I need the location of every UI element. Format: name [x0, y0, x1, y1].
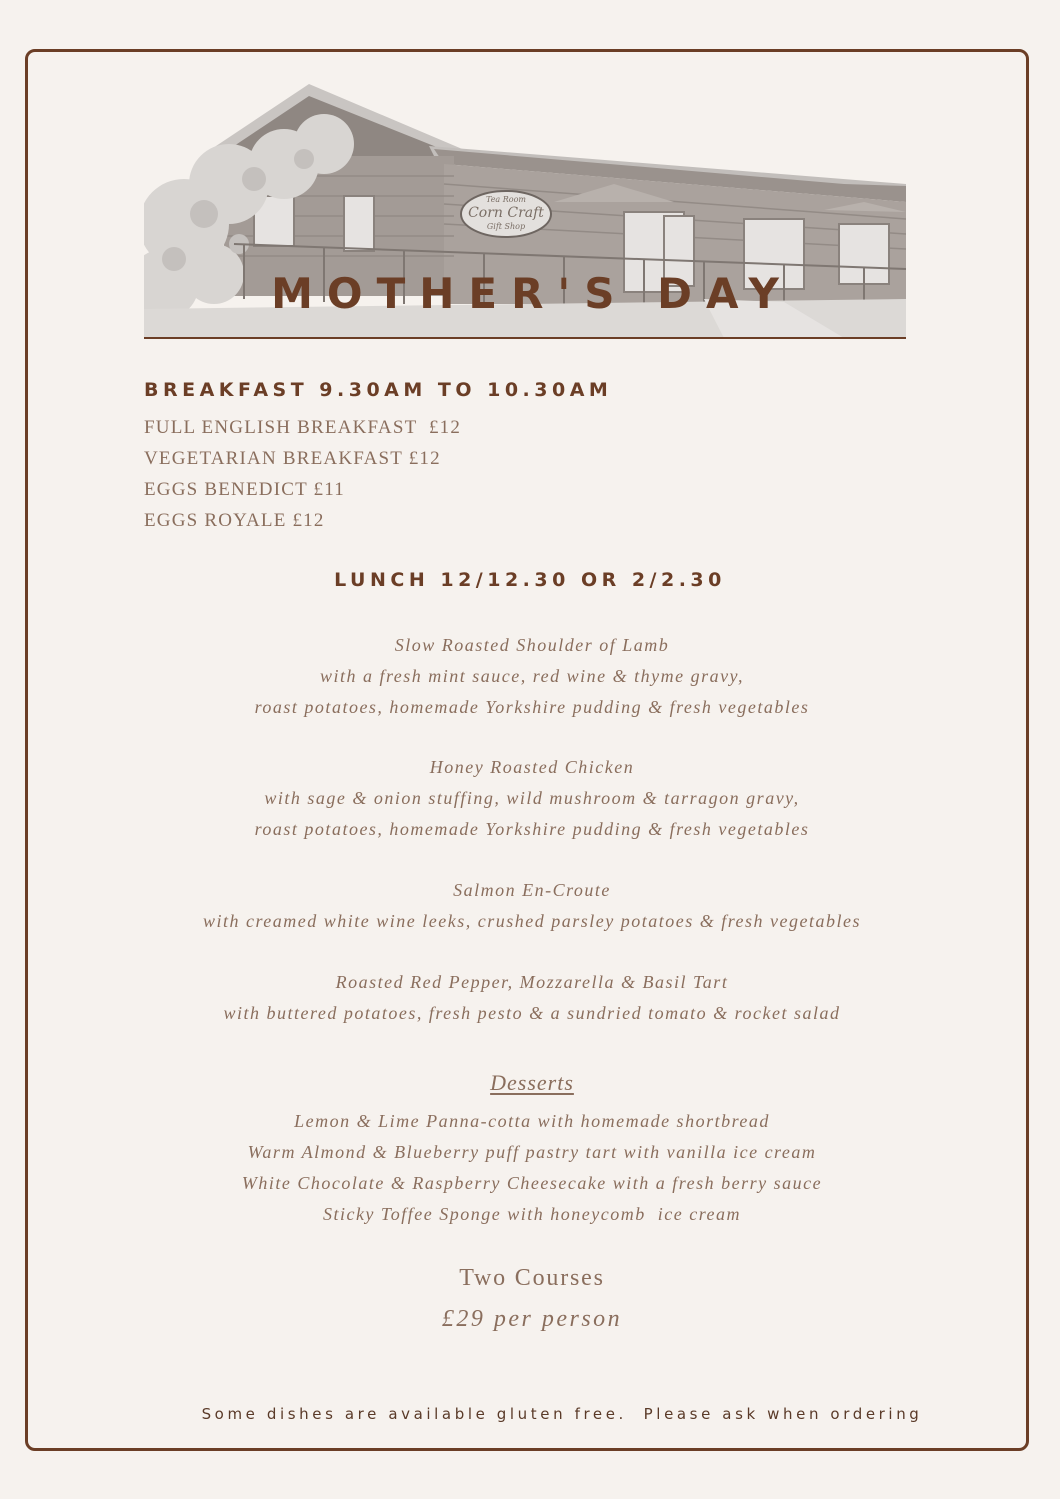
dish-detail: roast potatoes, homemade Yorkshire pudding & fresh vegetables: [254, 819, 810, 839]
breakfast-list: [144, 412, 461, 536]
page-title: MOTHER'S DAY: [271, 269, 793, 318]
dish-name: Salmon En-Croute: [453, 880, 611, 900]
sign-text-line-2: Corn Craft: [468, 205, 544, 221]
price-label: £29 per person: [441, 1306, 623, 1332]
sign-text-line-3: Gift Shop: [486, 222, 526, 231]
lunch-dish-chicken: [60, 752, 1004, 845]
dish-detail: with a fresh mint sauce, red wine & thyme gravy,: [319, 666, 745, 686]
desserts-heading: Desserts: [490, 1070, 574, 1095]
dish-detail: with creamed white wine leeks, crushed parsley potatoes & fresh vegetables: [202, 911, 862, 931]
dish-detail: with buttered potatoes, fresh pesto & a sundried tomato & rocket salad: [223, 1003, 841, 1023]
courses-label: Two Courses: [459, 1265, 605, 1291]
dessert-item: Warm Almond & Blueberry puff pastry tart with vanilla ice cream: [247, 1142, 817, 1162]
breakfast-item: FULL ENGLISH BREAKFAST £12: [144, 417, 462, 438]
dish-detail: roast potatoes, homemade Yorkshire pudding & fresh vegetables: [254, 697, 810, 717]
lunch-dish-tart: [60, 967, 1004, 1029]
gluten-free-note: Some dishes are available gluten free. Please ask when ordering: [201, 1405, 923, 1423]
breakfast-heading: BREAKFAST 9.30AM TO 10.30AM: [144, 379, 613, 401]
sign-text-line-1: Tea Room: [485, 195, 527, 204]
breakfast-item: VEGETARIAN BREAKFAST £12: [144, 448, 441, 469]
lunch-heading: LUNCH 12/12.30 OR 2/2.30: [334, 569, 726, 591]
lunch-dish-lamb: [60, 630, 1004, 723]
breakfast-item: EGGS ROYALE £12: [144, 510, 325, 531]
dish-name: Roasted Red Pepper, Mozzarella & Basil Tart: [335, 972, 729, 992]
dish-name: Slow Roasted Shoulder of Lamb: [394, 635, 670, 655]
dish-detail: with sage & onion stuffing, wild mushroom & tarragon gravy,: [264, 788, 800, 808]
desserts-list: [60, 1106, 1004, 1230]
dessert-item: Sticky Toffee Sponge with honeycomb ice cream: [322, 1204, 742, 1224]
dessert-item: White Chocolate & Raspberry Cheesecake with a fresh berry sauce: [241, 1173, 823, 1193]
header-divider: [144, 337, 906, 339]
dish-name: Honey Roasted Chicken: [429, 757, 635, 777]
lunch-dish-salmon: [60, 875, 1004, 937]
dessert-item: Lemon & Lime Panna-cotta with homemade shortbread: [294, 1111, 770, 1131]
breakfast-item: EGGS BENEDICT £11: [144, 479, 345, 500]
